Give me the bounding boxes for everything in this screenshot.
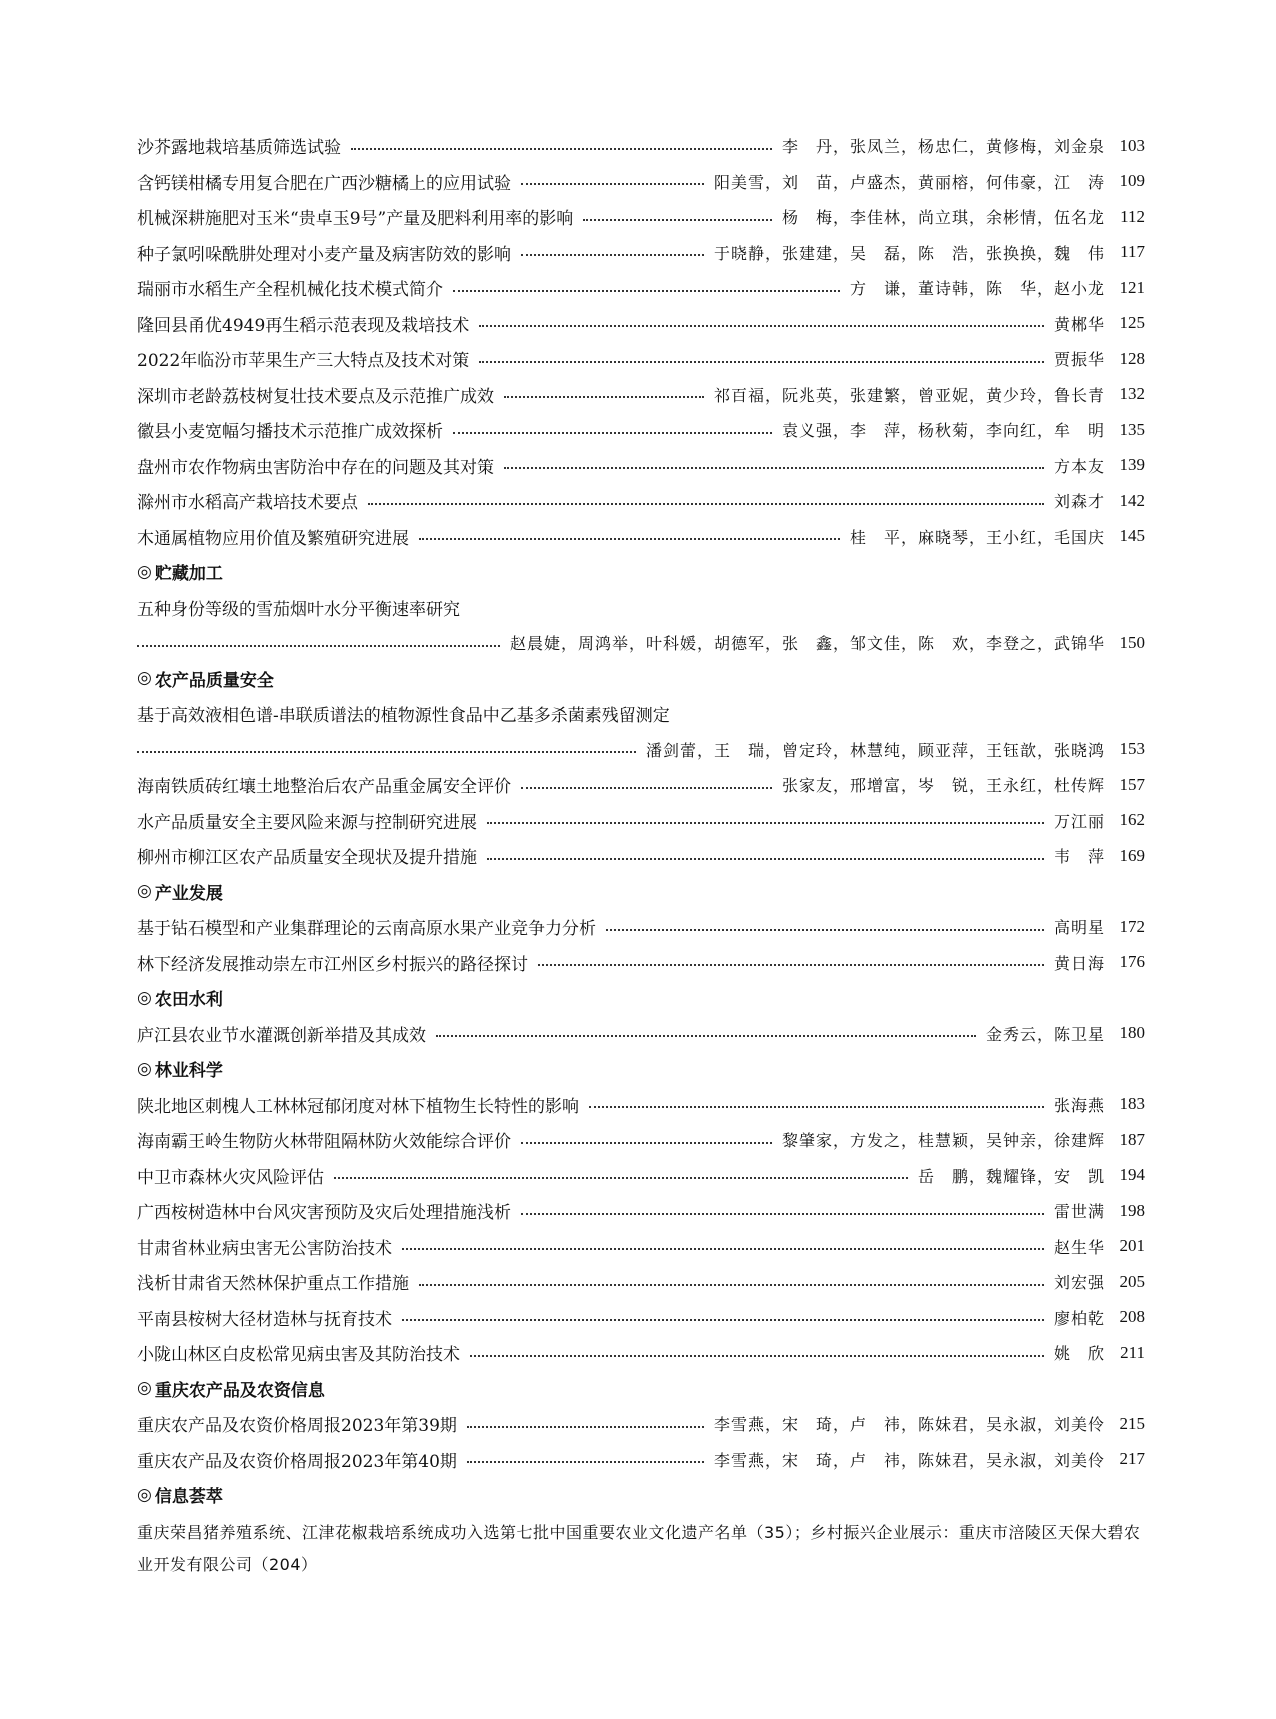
entry-authors: 阳美雪，刘 苗，卢盛杰，黄丽榕，何伟豪，江 涛: [713, 172, 1105, 192]
entry-page: 157: [1119, 774, 1145, 794]
entry-authors: 廖柏乾: [1053, 1308, 1105, 1328]
toc-entry[interactable]: [137, 1122, 1145, 1158]
entry-authors: 姚 欣: [1053, 1344, 1105, 1364]
entry-title: 广西桉树造林中台风灾害预防及灾后处理措施浅析: [137, 1203, 511, 1224]
section-mark-icon: ◎: [137, 987, 152, 1008]
entry-title: 海南霸王岭生物防火林带阻隔林防火效能综合评价: [137, 1132, 511, 1153]
entry-page: 201: [1119, 1236, 1145, 1256]
entry-authors: 赵晨婕，周鸿举，叶科媛，胡德军，张 鑫，邹文佳，陈 欢，李登之，武锦华: [509, 634, 1105, 654]
entry-authors: 金秀云，陈卫星: [985, 1024, 1105, 1044]
entry-page: 176: [1119, 952, 1145, 972]
leader-dots: [521, 254, 704, 256]
table-of-contents: [137, 128, 1145, 1581]
toc-entry[interactable]: [137, 341, 1145, 377]
leader-dots: [351, 148, 772, 150]
leader-dots: [504, 396, 704, 398]
entry-page: 211: [1120, 1342, 1145, 1362]
toc-entry[interactable]: [137, 803, 1145, 839]
entry-title: 浅析甘肃省天然林保护重点工作措施: [137, 1274, 409, 1295]
entry-title: 五种身份等级的雪茄烟叶水分平衡速率研究: [137, 599, 460, 620]
entry-page: 162: [1119, 810, 1145, 830]
entry-page: 172: [1119, 916, 1145, 936]
entry-title: 甘肃省林业病虫害无公害防治技术: [137, 1238, 392, 1259]
entry-title: 木通属植物应用价值及繁殖研究进展: [137, 528, 409, 549]
leader-dots: [453, 290, 840, 292]
toc-entry[interactable]: [137, 377, 1145, 413]
leader-dots: [137, 645, 500, 647]
toc-entry[interactable]: [137, 306, 1145, 342]
entry-authors: 赵生华: [1053, 1237, 1105, 1257]
entry-page: 142: [1119, 490, 1145, 510]
entry-title: 瑞丽市水稻生产全程机械化技术模式简介: [137, 280, 443, 301]
entry-page: 103: [1119, 135, 1145, 155]
section-mark-icon: ◎: [137, 1484, 152, 1505]
leader-dots: [436, 1035, 976, 1037]
entry-page: 112: [1120, 206, 1145, 226]
leader-dots: [137, 751, 636, 753]
toc-entry[interactable]: [137, 909, 1145, 945]
entry-title: 深圳市老龄荔枝树复壮技术要点及示范推广成效: [137, 386, 494, 407]
toc-group-chongqing: [137, 1406, 1145, 1477]
leader-dots: [402, 1319, 1044, 1321]
section-title: 贮藏加工: [154, 564, 223, 585]
leader-dots: [402, 1248, 1044, 1250]
entry-authors: 桂 平，麻晓琴，王小红，毛国庆: [849, 527, 1105, 547]
entry-authors: 方本友: [1053, 456, 1105, 476]
leader-dots: [504, 467, 1044, 469]
entry-authors: 贾振华: [1053, 350, 1105, 370]
entry-authors: 方 谦，董诗韩，陈 华，赵小龙: [849, 279, 1105, 299]
entry-title: 海南铁质砖红壤土地整治后农产品重金属安全评价: [137, 777, 511, 798]
entry-page: 109: [1119, 171, 1145, 191]
entry-authors: 黄郴华: [1053, 314, 1105, 334]
toc-entry-continuation[interactable]: [137, 625, 1145, 661]
leader-dots: [467, 1426, 704, 1428]
entry-title: 隆回县甬优4949再生稻示范表现及栽培技术: [137, 315, 470, 336]
toc-entry[interactable]: [137, 448, 1145, 484]
entry-authors: 祁百福，阮兆英，张建繁，曾亚妮，黄少玲，鲁长青: [713, 385, 1105, 405]
toc-entry-continuation[interactable]: [137, 732, 1145, 768]
entry-page: 215: [1119, 1413, 1145, 1433]
entry-authors: 雷世满: [1053, 1202, 1105, 1222]
entry-page: 187: [1119, 1129, 1145, 1149]
entry-page: 117: [1120, 242, 1145, 262]
entry-page: 217: [1119, 1449, 1145, 1469]
leader-dots: [521, 1142, 772, 1144]
entry-authors: 潘剑蕾，王 瑞，曾定玲，林慧纯，顾亚萍，王钰歆，张晓鸿: [645, 740, 1105, 760]
entry-authors: 杨 梅，李佳林，尚立琪，余彬情，伍名龙: [781, 208, 1105, 228]
entry-title: 庐江县农业节水灌溉创新举措及其成效: [137, 1025, 426, 1046]
entry-title: 徽县小麦宽幅匀播技术示范推广成效探析: [137, 422, 443, 443]
entry-authors: 李 丹，张凤兰，杨忠仁，黄修梅，刘金泉: [781, 137, 1105, 157]
toc-entry[interactable]: [137, 519, 1145, 555]
entry-authors: 刘森才: [1053, 492, 1105, 512]
toc-entry[interactable]: [137, 1087, 1145, 1123]
toc-entry[interactable]: [137, 235, 1145, 271]
leader-dots: [453, 432, 772, 434]
toc-entry[interactable]: [137, 1335, 1145, 1371]
entry-page: 183: [1119, 1094, 1145, 1114]
leader-dots: [589, 1106, 1044, 1108]
leader-dots: [479, 361, 1044, 363]
section-heading-forest: [137, 1051, 1145, 1087]
leader-dots: [479, 325, 1044, 327]
entry-title: 沙芥露地栽培基质筛选试验: [137, 138, 341, 159]
leader-dots: [606, 929, 1044, 931]
section-mark-icon: ◎: [137, 561, 152, 582]
section-heading-storage: [137, 554, 1145, 590]
entry-page: 132: [1119, 384, 1145, 404]
entry-title: 2022年临汾市苹果生产三大特点及技术对策: [137, 351, 470, 372]
leader-dots: [467, 1461, 704, 1463]
leader-dots: [583, 219, 772, 221]
toc-group-planting: [137, 128, 1145, 554]
entry-page: 145: [1119, 526, 1145, 546]
entry-title: 重庆农产品及农资价格周报2023年第39期: [137, 1416, 457, 1437]
entry-authors: 张海燕: [1053, 1095, 1105, 1115]
entry-authors: 岳 鹏，魏耀锋，安 凯: [917, 1166, 1105, 1186]
entry-authors: 黎肇家，方发之，桂慧颖，吴钟亲，徐建辉: [781, 1131, 1105, 1151]
section-heading-industry: [137, 874, 1145, 910]
section-heading-info: [137, 1477, 1145, 1513]
toc-entry[interactable]: [137, 270, 1145, 306]
entry-title: 含钙镁柑橘专用复合肥在广西沙糖橘上的应用试验: [137, 173, 511, 194]
section-mark-icon: ◎: [137, 1058, 152, 1079]
entry-title: 基于钻石模型和产业集群理论的云南高原水果产业竞争力分析: [137, 919, 596, 940]
section-mark-icon: ◎: [137, 881, 152, 902]
section-title: 农田水利: [154, 990, 223, 1011]
section-heading-quality: [137, 661, 1145, 697]
toc-entry[interactable]: [137, 199, 1145, 235]
entry-authors: 张家友，邢增富，岑 锐，王永红，杜传辉: [781, 776, 1105, 796]
entry-title: 盘州市农作物病虫害防治中存在的问题及其对策: [137, 457, 494, 478]
toc-entry[interactable]: [137, 838, 1145, 874]
entry-page: 205: [1119, 1271, 1145, 1291]
entry-title: 林下经济发展推动崇左市江州区乡村振兴的路径探讨: [137, 954, 528, 975]
entry-page: 194: [1119, 1165, 1145, 1185]
leader-dots: [521, 787, 772, 789]
toc-group-forest: [137, 1087, 1145, 1371]
toc-entry[interactable]: [137, 590, 1145, 626]
toc-entry[interactable]: [137, 1158, 1145, 1194]
toc-entry[interactable]: [137, 164, 1145, 200]
entry-title: 基于高效液相色谱-串联质谱法的植物源性食品中乙基多杀菌素残留测定: [137, 706, 670, 727]
entry-title: 滁州市水稻高产栽培技术要点: [137, 493, 358, 514]
entry-page: 139: [1119, 455, 1145, 475]
toc-entry[interactable]: [137, 945, 1145, 981]
entry-title: 种子氯吲哚酰肼处理对小麦产量及病害防效的影响: [137, 244, 511, 265]
entry-authors: 李雪燕，宋 琦，卢 祎，陈妹君，吴永淑，刘美伶: [713, 1415, 1105, 1435]
entry-page: 169: [1119, 845, 1145, 865]
toc-entry[interactable]: [137, 1406, 1145, 1442]
leader-dots: [368, 503, 1044, 505]
entry-title: 平南县桉树大径材造林与抚育技术: [137, 1309, 392, 1330]
entry-title: 小陇山林区白皮松常见病虫害及其防治技术: [137, 1345, 460, 1366]
section-mark-icon: ◎: [137, 668, 152, 689]
section-heading-water: [137, 980, 1145, 1016]
entry-title: 重庆农产品及农资价格周报2023年第40期: [137, 1451, 457, 1472]
toc-entry[interactable]: [137, 483, 1145, 519]
info-paragraph: 重庆荣昌猪养殖系统、江津花椒栽培系统成功入选第七批中国重要农业文化遗产名单（35）；乡村振兴企业展示：重庆市涪陵区天保大碧农业开发有限公司（204）: [137, 1522, 1141, 1574]
entry-authors: 袁义强，李 萍，杨秋菊，李向红，牟 明: [781, 421, 1105, 441]
entry-page: 153: [1119, 739, 1145, 759]
section-mark-icon: ◎: [137, 1378, 152, 1399]
entry-page: 208: [1119, 1307, 1145, 1327]
toc-entry[interactable]: [137, 696, 1145, 732]
entry-title: 陕北地区刺槐人工林林冠郁闭度对林下植物生长特性的影响: [137, 1096, 579, 1117]
toc-entry[interactable]: [137, 1229, 1145, 1265]
section-heading-chongqing: [137, 1371, 1145, 1407]
leader-dots: [470, 1355, 1044, 1357]
toc-entry[interactable]: [137, 1264, 1145, 1300]
entry-authors: 万江丽: [1053, 811, 1105, 831]
entry-page: 150: [1119, 632, 1145, 652]
entry-page: 128: [1119, 348, 1145, 368]
leader-dots: [521, 1213, 1044, 1215]
entry-title: 水产品质量安全主要风险来源与控制研究进展: [137, 812, 477, 833]
entry-page: 125: [1119, 313, 1145, 333]
toc-entry[interactable]: [137, 1193, 1145, 1229]
entry-title: 中卫市森林火灾风险评估: [137, 1167, 324, 1188]
entry-title: 柳州市柳江区农产品质量安全现状及提升措施: [137, 848, 477, 869]
section-title: 产业发展: [154, 883, 223, 904]
entry-authors: 刘宏强: [1053, 1273, 1105, 1293]
section-title: 林业科学: [154, 1061, 223, 1082]
entry-authors: 高明星: [1053, 918, 1105, 938]
leader-dots: [521, 183, 704, 185]
entry-authors: 黄日海: [1053, 953, 1105, 973]
leader-dots: [419, 1284, 1044, 1286]
toc-entry[interactable]: [137, 1016, 1145, 1052]
leader-dots: [487, 822, 1044, 824]
entry-authors: 韦 萍: [1053, 847, 1105, 867]
leader-dots: [487, 858, 1044, 860]
entry-title: 机械深耕施肥对玉米“贵卓玉9号”产量及肥料利用率的影响: [137, 209, 574, 230]
toc-group-industry: [137, 909, 1145, 980]
entry-page: 180: [1119, 1023, 1145, 1043]
section-title: 信息荟萃: [154, 1487, 223, 1508]
toc-entry[interactable]: [137, 1442, 1145, 1478]
toc-entry[interactable]: [137, 128, 1145, 164]
leader-dots: [419, 538, 840, 540]
section-title: 农产品质量安全: [154, 670, 274, 691]
entry-page: 198: [1119, 1200, 1145, 1220]
section-title: 重庆农产品及农资信息: [154, 1380, 325, 1401]
leader-dots: [538, 964, 1044, 966]
toc-group-quality: [137, 767, 1145, 874]
entry-authors: 于晓静，张建建，吴 磊，陈 浩，张换换，魏 伟: [713, 243, 1105, 263]
entry-authors: 李雪燕，宋 琦，卢 祎，陈妹君，吴永淑，刘美伶: [713, 1450, 1105, 1470]
toc-entry[interactable]: [137, 767, 1145, 803]
entry-page: 121: [1119, 277, 1145, 297]
toc-entry[interactable]: [137, 1300, 1145, 1336]
toc-group-water: [137, 1016, 1145, 1052]
leader-dots: [334, 1177, 908, 1179]
toc-entry[interactable]: [137, 412, 1145, 448]
entry-page: 135: [1119, 419, 1145, 439]
